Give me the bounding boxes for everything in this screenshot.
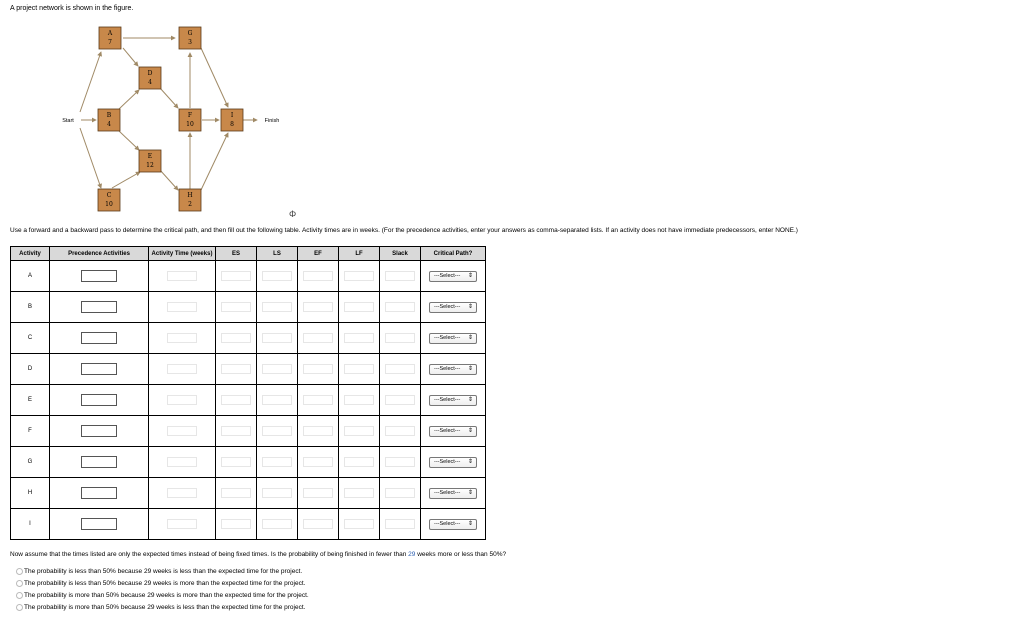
ls-cell: [257, 509, 298, 540]
time-input-a[interactable]: [167, 271, 197, 281]
lf-cell: [339, 354, 380, 385]
es-cell: [216, 354, 257, 385]
lf-cell: [339, 447, 380, 478]
svg-text:H: H: [187, 192, 193, 199]
ls-cell: [257, 385, 298, 416]
precedence-cell: [50, 447, 149, 478]
es-cell: [216, 385, 257, 416]
activity-cell-h: H: [11, 478, 50, 509]
ef-cell: [298, 478, 339, 509]
table-row: [11, 261, 486, 292]
lf-cell: [339, 509, 380, 540]
activity-cell-g: G: [11, 447, 50, 478]
svg-text:F: F: [187, 112, 193, 119]
ls-input-g[interactable]: [262, 457, 292, 467]
ls-cell: [257, 323, 298, 354]
ef-input-b[interactable]: [303, 302, 333, 312]
node-i: [221, 109, 243, 131]
precedence-cell: [50, 478, 149, 509]
lf-input-h[interactable]: [344, 488, 374, 498]
select-label: ---Select---: [434, 303, 461, 310]
edge-b-d: [119, 90, 139, 109]
activity-table: [10, 246, 486, 540]
select-arrows-icon: ⇕: [467, 334, 473, 341]
critical-cell: [421, 354, 486, 385]
time-cell: [149, 323, 216, 354]
critical-cell: [421, 385, 486, 416]
edge-d-f: [160, 88, 178, 108]
node-c: [98, 189, 120, 211]
es-cell: [216, 261, 257, 292]
critical-cell: [421, 447, 486, 478]
activity-cell-f: F: [11, 416, 50, 447]
ls-input-f[interactable]: [262, 426, 292, 436]
critical-cell: [421, 509, 486, 540]
svg-text:B: B: [106, 112, 112, 119]
svg-text:3: 3: [188, 39, 192, 46]
ef-input-i[interactable]: [303, 519, 333, 529]
option-label: The probability is less than 50% because 29 weeks is more than the expected time for the project.: [24, 579, 306, 587]
es-input-c[interactable]: [221, 333, 251, 343]
option-label: The probability is less than 50% because 29 weeks is less than the expected time for the project.: [24, 567, 303, 575]
header-critical-path: Critical Path?: [421, 247, 486, 261]
node-e: [139, 150, 161, 172]
edge-e-h: [160, 170, 178, 190]
table-row: [11, 509, 486, 540]
ls-input-c[interactable]: [262, 333, 292, 343]
select-label: ---Select---: [434, 365, 461, 372]
precedence-input-h[interactable]: [81, 487, 117, 499]
lf-input-i[interactable]: [344, 519, 374, 529]
lf-cell: [339, 292, 380, 323]
ls-cell: [257, 416, 298, 447]
question-text-after: weeks more or less than 50%?: [415, 551, 507, 558]
ls-input-b[interactable]: [262, 302, 292, 312]
option-4[interactable]: [24, 601, 309, 613]
critical-path-select-g[interactable]: [429, 457, 477, 468]
radio-button[interactable]: [16, 568, 23, 575]
time-cell: [149, 354, 216, 385]
svg-text:7: 7: [108, 39, 112, 46]
ef-cell: [298, 354, 339, 385]
critical-path-select-f[interactable]: [429, 426, 477, 437]
critical-path-select-i[interactable]: [429, 519, 477, 530]
header-activity-time: Activity Time (weeks): [149, 247, 216, 261]
option-label: The probability is more than 50% because 29 weeks is less than the expected time for the project.: [24, 603, 306, 611]
ef-input-f[interactable]: [303, 426, 333, 436]
intro-text: A project network is shown in the figure.: [10, 5, 134, 12]
node-d: [139, 67, 161, 89]
node-h: [179, 189, 201, 211]
table-row: [11, 416, 486, 447]
activity-cell-i: I: [11, 509, 50, 540]
slack-input-h[interactable]: [385, 488, 415, 498]
slack-input-g[interactable]: [385, 457, 415, 467]
finish-label: Finish: [264, 118, 280, 124]
lf-input-g[interactable]: [344, 457, 374, 467]
critical-path-select-d[interactable]: [429, 364, 477, 375]
time-input-d[interactable]: [167, 364, 197, 374]
radio-button[interactable]: [16, 604, 23, 611]
ef-cell: [298, 261, 339, 292]
svg-text:2: 2: [188, 201, 192, 208]
svg-text:A: A: [107, 30, 113, 37]
probability-question: [10, 551, 506, 558]
ef-input-c[interactable]: [303, 333, 333, 343]
precedence-input-c[interactable]: [81, 332, 117, 344]
es-input-i[interactable]: [221, 519, 251, 529]
precedence-input-g[interactable]: [81, 456, 117, 468]
svg-text:C: C: [106, 192, 112, 199]
ef-input-h[interactable]: [303, 488, 333, 498]
precedence-cell: [50, 509, 149, 540]
time-input-h[interactable]: [167, 488, 197, 498]
es-input-b[interactable]: [221, 302, 251, 312]
slack-cell: [380, 292, 421, 323]
header-lf: LF: [339, 247, 380, 261]
slack-input-a[interactable]: [385, 271, 415, 281]
select-arrows-icon: ⇕: [467, 520, 473, 527]
slack-cell: [380, 261, 421, 292]
precedence-input-d[interactable]: [81, 363, 117, 375]
select-arrows-icon: ⇕: [467, 427, 473, 434]
node-f: [179, 109, 201, 131]
es-cell: [216, 323, 257, 354]
radio-button[interactable]: [16, 580, 23, 587]
precedence-cell: [50, 354, 149, 385]
lf-input-a[interactable]: [344, 271, 374, 281]
ef-cell: [298, 416, 339, 447]
activity-cell-a: A: [11, 261, 50, 292]
critical-path-select-c[interactable]: [429, 333, 477, 344]
node-b: [98, 109, 120, 131]
lf-cell: [339, 385, 380, 416]
lf-input-d[interactable]: [344, 364, 374, 374]
start-label: Start: [62, 118, 74, 124]
critical-cell: [421, 323, 486, 354]
project-network-diagram: [0, 0, 300, 215]
lf-input-f[interactable]: [344, 426, 374, 436]
time-input-b[interactable]: [167, 302, 197, 312]
precedence-cell: [50, 416, 149, 447]
option-3[interactable]: [24, 589, 309, 601]
node-a: [99, 27, 121, 49]
cursor-icon: Φ: [289, 209, 297, 219]
option-2[interactable]: [24, 577, 309, 589]
edge-g-i: [201, 48, 228, 107]
select-arrows-icon: ⇕: [467, 458, 473, 465]
slack-cell: [380, 509, 421, 540]
header-activity: Activity: [11, 247, 50, 261]
ef-cell: [298, 323, 339, 354]
answer-options: [24, 565, 309, 613]
precedence-input-b[interactable]: [81, 301, 117, 313]
edge-h-i: [201, 133, 228, 190]
slack-cell: [380, 385, 421, 416]
header-ls: LS: [257, 247, 298, 261]
edge-start-c: [80, 128, 101, 188]
critical-cell: [421, 478, 486, 509]
precedence-input-e[interactable]: [81, 394, 117, 406]
node-g: [179, 27, 201, 49]
slack-cell: [380, 323, 421, 354]
activity-cell-d: D: [11, 354, 50, 385]
time-cell: [149, 509, 216, 540]
es-cell: [216, 416, 257, 447]
precedence-cell: [50, 323, 149, 354]
ls-cell: [257, 478, 298, 509]
ls-input-i[interactable]: [262, 519, 292, 529]
critical-path-select-h[interactable]: [429, 488, 477, 499]
critical-path-select-a[interactable]: [429, 271, 477, 282]
svg-text:D: D: [147, 70, 153, 77]
es-input-g[interactable]: [221, 457, 251, 467]
select-label: ---Select---: [434, 396, 461, 403]
slack-cell: [380, 416, 421, 447]
svg-text:10: 10: [186, 121, 194, 128]
precedence-input-f[interactable]: [81, 425, 117, 437]
table-row: [11, 323, 486, 354]
header-es: ES: [216, 247, 257, 261]
table-row: [11, 385, 486, 416]
slack-cell: [380, 478, 421, 509]
time-input-i[interactable]: [167, 519, 197, 529]
slack-input-i[interactable]: [385, 519, 415, 529]
svg-text:12: 12: [146, 162, 154, 169]
select-label: ---Select---: [434, 427, 461, 434]
es-input-d[interactable]: [221, 364, 251, 374]
time-cell: [149, 261, 216, 292]
ls-cell: [257, 292, 298, 323]
slack-input-f[interactable]: [385, 426, 415, 436]
lf-input-c[interactable]: [344, 333, 374, 343]
ls-cell: [257, 354, 298, 385]
es-input-h[interactable]: [221, 488, 251, 498]
ef-cell: [298, 385, 339, 416]
lf-input-e[interactable]: [344, 395, 374, 405]
precedence-cell: [50, 292, 149, 323]
edge-b-e: [119, 131, 139, 150]
es-cell: [216, 478, 257, 509]
es-input-a[interactable]: [221, 271, 251, 281]
table-row: [11, 354, 486, 385]
ef-cell: [298, 509, 339, 540]
select-arrows-icon: ⇕: [467, 489, 473, 496]
ef-cell: [298, 447, 339, 478]
table-header-row: [11, 247, 486, 261]
lf-cell: [339, 478, 380, 509]
slack-cell: [380, 354, 421, 385]
svg-text:10: 10: [105, 201, 113, 208]
question-text-before: Now assume that the times listed are only the expected times instead of being fixed times. Is the probability of being finished in fewer than: [10, 551, 409, 558]
select-arrows-icon: ⇕: [467, 272, 473, 279]
es-input-f[interactable]: [221, 426, 251, 436]
option-1[interactable]: [24, 565, 309, 577]
time-cell: [149, 447, 216, 478]
time-input-e[interactable]: [167, 395, 197, 405]
time-cell: [149, 385, 216, 416]
ef-input-e[interactable]: [303, 395, 333, 405]
precedence-input-a[interactable]: [81, 270, 117, 282]
header-precedence: Precedence Activities: [50, 247, 149, 261]
option-label: The probability is more than 50% because 29 weeks is more than the expected time for the project.: [24, 591, 309, 599]
header-ef: EF: [298, 247, 339, 261]
critical-path-select-e[interactable]: [429, 395, 477, 406]
critical-cell: [421, 292, 486, 323]
radio-button[interactable]: [16, 592, 23, 599]
select-arrows-icon: ⇕: [467, 365, 473, 372]
ls-input-h[interactable]: [262, 488, 292, 498]
svg-text:I: I: [230, 112, 234, 119]
ef-input-g[interactable]: [303, 457, 333, 467]
table-row: [11, 292, 486, 323]
activity-cell-e: E: [11, 385, 50, 416]
es-cell: [216, 509, 257, 540]
time-cell: [149, 416, 216, 447]
table-row: [11, 447, 486, 478]
ls-input-d[interactable]: [262, 364, 292, 374]
svg-text:G: G: [187, 30, 193, 37]
es-input-e[interactable]: [221, 395, 251, 405]
select-label: ---Select---: [434, 489, 461, 496]
activity-cell-b: B: [11, 292, 50, 323]
svg-text:E: E: [147, 153, 153, 160]
activity-cell-c: C: [11, 323, 50, 354]
select-arrows-icon: ⇕: [467, 303, 473, 310]
svg-text:4: 4: [148, 79, 152, 86]
time-input-c[interactable]: [167, 333, 197, 343]
select-label: ---Select---: [434, 334, 461, 341]
lf-cell: [339, 261, 380, 292]
ef-cell: [298, 292, 339, 323]
ef-input-d[interactable]: [303, 364, 333, 374]
ls-cell: [257, 447, 298, 478]
ls-input-a[interactable]: [262, 271, 292, 281]
critical-path-select-b[interactable]: [429, 302, 477, 313]
header-slack: Slack: [380, 247, 421, 261]
table-row: [11, 478, 486, 509]
svg-text:8: 8: [230, 121, 234, 128]
precedence-cell: [50, 385, 149, 416]
slack-input-b[interactable]: [385, 302, 415, 312]
select-label: ---Select---: [434, 458, 461, 465]
es-cell: [216, 292, 257, 323]
select-label: ---Select---: [434, 520, 461, 527]
time-cell: [149, 292, 216, 323]
select-label: ---Select---: [434, 272, 461, 279]
ls-cell: [257, 261, 298, 292]
edge-c-e: [112, 172, 140, 188]
instructions-text: Use a forward and a backward pass to determine the critical path, and then fill out the following table. Activity times are in weeks. (For the precedence activities, enter your answers as comma-separated lists. If an activity does not have immediate predecessors, enter NONE.): [10, 227, 798, 234]
lf-input-b[interactable]: [344, 302, 374, 312]
slack-cell: [380, 447, 421, 478]
slack-input-e[interactable]: [385, 395, 415, 405]
lf-cell: [339, 323, 380, 354]
slack-input-c[interactable]: [385, 333, 415, 343]
critical-cell: [421, 416, 486, 447]
edge-start-a: [80, 52, 101, 112]
time-input-g[interactable]: [167, 457, 197, 467]
ls-input-e[interactable]: [262, 395, 292, 405]
edge-a-d: [123, 48, 138, 66]
time-cell: [149, 478, 216, 509]
critical-cell: [421, 261, 486, 292]
precedence-input-i[interactable]: [81, 518, 117, 530]
svg-text:4: 4: [107, 121, 111, 128]
es-cell: [216, 447, 257, 478]
question-weeks-value: 29: [408, 551, 416, 558]
select-arrows-icon: ⇕: [467, 396, 473, 403]
precedence-cell: [50, 261, 149, 292]
lf-cell: [339, 416, 380, 447]
slack-input-d[interactable]: [385, 364, 415, 374]
time-input-f[interactable]: [167, 426, 197, 436]
ef-input-a[interactable]: [303, 271, 333, 281]
